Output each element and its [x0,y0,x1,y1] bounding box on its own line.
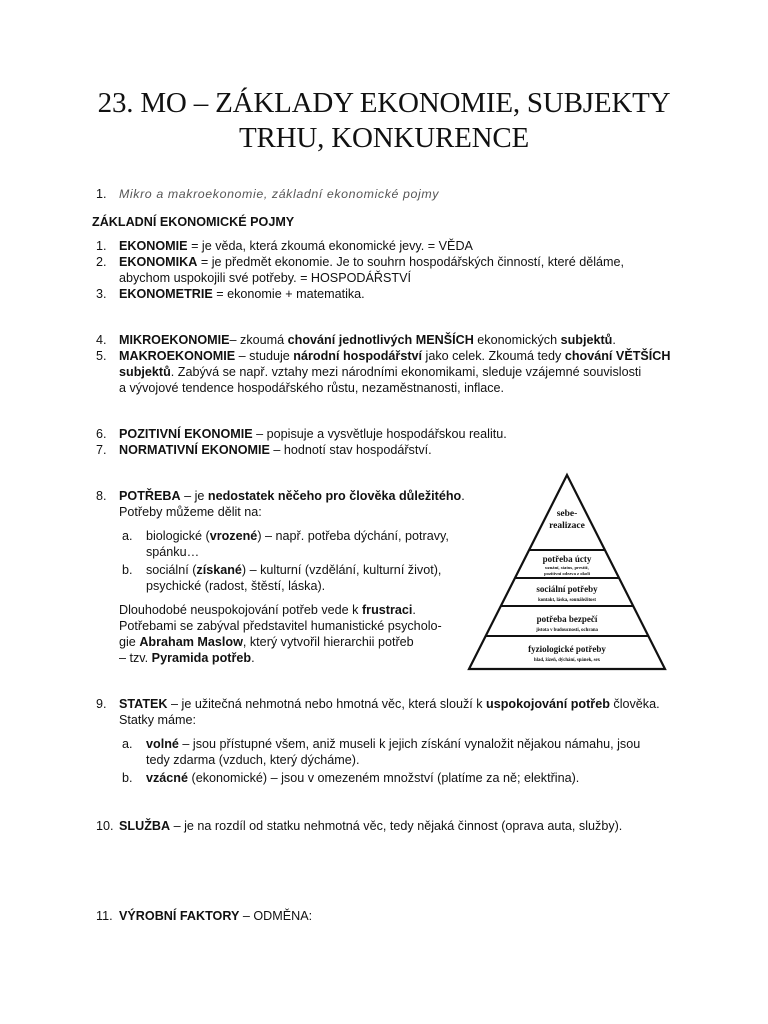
emphasis: uspokojování potřeb [486,697,610,711]
text: . [412,603,416,617]
emphasis: subjektů [560,333,613,347]
pyramid-level-2-label: potřeba úcty [542,554,592,564]
text: Dlouhodobé neuspokojování potřeb vede k [119,603,362,617]
sub-item-letter: b. [122,563,133,577]
text-continued: psychické (radost, štěstí, láska). [146,579,326,593]
term: VÝROBNÍ FAKTORY [119,909,240,923]
pyramid-level-1-label: realizace [549,521,585,531]
definition: = je předmět ekonomie. Je to souhrn hospodářských činností, které děláme, [197,255,625,269]
item-number: 9. [96,697,107,711]
text: sociální ( [146,563,197,577]
paragraph-line [119,634,414,650]
item-number: 8. [96,489,107,503]
pyramid-level-4-sub: jistota v budoucnosti, ochrana [536,628,598,633]
item-number: 11. [96,909,113,923]
sub-item-letter: b. [122,771,133,785]
sub-item-letter: a. [122,737,133,751]
text: ekonomických [473,333,561,347]
list-item-ekonometrie [119,286,365,302]
text: , který vytvořil hierarchii potřeb [242,635,414,649]
pyramid-level-3-label: sociální potřeby [536,584,598,594]
pyramid-level-5-sub: hlad, žízeň, dýchání, spánek, sex [533,658,601,663]
term: POZITIVNÍ EKONOMIE [119,427,253,441]
text: – tzv. [119,651,152,665]
text: (ekonomické) – jsou v omezeném množství (platíme za ně; elektřina). [188,771,580,785]
term: MAKROEKONOMIE [119,349,236,363]
definition-continued: abychom uspokojili své potřeby. = HOSPODÁŘSTVÍ [119,271,411,285]
emphasis: chování jednotlivých MENŠÍCH [287,333,474,347]
term: EKONOMIE [119,239,188,253]
text: – je užitečná nehmotná nebo hmotná věc, která slouží k [167,697,487,711]
text: gie [119,635,140,649]
emphasis: nedostatek něčeho pro člověka důležitého [207,489,462,503]
text: ) – např. potřeba dýchání, potravy, [257,529,449,543]
emphasis: volné [146,737,179,751]
pyramid-level-5-label: fyziologické potřeby [528,644,606,654]
definition: – je na rozdíl od statku nehmotná věc, tedy nějaká činnost (oprava auta, služby). [170,819,623,833]
paragraph-line [119,650,255,666]
text: . [461,489,465,503]
emphasis: národní hospodářství [293,349,423,363]
text: – zkoumá [229,333,288,347]
emphasis: vzácné [146,771,189,785]
pyramid-level-4-label: potřeba bezpečí [536,614,598,624]
item-number: 5. [96,349,107,363]
text-continued: Statky máme: [119,713,196,727]
list-item-ekonomie [119,238,473,254]
item-number: 4. [96,333,107,347]
item-number: 10. [96,819,114,833]
emphasis: získané [196,563,242,577]
section-number: 1. [96,187,107,201]
section-subtitle: Mikro a makroekonomie, základní ekonomické pojmy [119,187,440,201]
list-item-sluzba [119,818,622,834]
definition: = ekonomie + matematika. [212,287,365,301]
text: – je [180,489,208,503]
text: . [612,333,616,347]
title-line-2: TRHU, KONKURENCE [238,122,529,154]
text: ) – kulturní (vzdělání, kulturní život), [241,563,442,577]
list-item-mikroekonomie [119,332,616,348]
term: SLUŽBA [119,819,171,833]
term: EKONOMIKA [119,255,198,269]
emphasis: Pyramida potřeb [151,651,252,665]
term: NORMATIVNÍ EKONOMIE [119,443,270,457]
text: . Zabývá se např. vztahy mezi národními ekonomikami, sleduje vzájemné souvislosti [170,365,642,379]
term: EKONOMETRIE [119,287,213,301]
text-continued [119,364,641,380]
item-number: 7. [96,443,107,457]
emphasis: frustraci [361,603,413,617]
text-continued: spánku… [146,545,200,559]
pyramid-level-2-sub: uznání, status, prestiž, [545,565,589,570]
definition: – popisuje a vysvětluje hospodářskou realitu. [252,427,507,441]
text: – studuje [235,349,294,363]
pyramid-level-2-sub: pozitivní odezva z okolí [544,571,590,576]
emphasis: chování VĚTŠÍCH [564,349,671,363]
paragraph-line: Potřebami se zabýval představitel humanistické psycholo- [119,619,442,633]
list-item-vyrobni-faktory [119,908,312,924]
term: STATEK [119,697,168,711]
sub-item-letter: a. [122,529,133,543]
sub-item-socialni [146,562,441,578]
list-item-pozitivni [119,426,507,442]
list-item-makroekonomie [119,348,671,364]
maslow-pyramid-figure [466,472,668,672]
text-continued: a vývojové tendence hospodářského růstu, nezaměstnanosti, inflace. [119,381,505,395]
emphasis: vrozené [209,529,258,543]
definition: = je věda, která zkoumá ekonomické jevy. = VĚDA [187,239,473,253]
term: POTŘEBA [119,489,181,503]
list-item-potreba [119,488,465,504]
page-title [0,86,768,156]
text-continued: tedy zdarma (vzduch, který dýcháme). [146,753,360,767]
list-item-ekonomika [119,254,624,270]
sub-item-volne [146,736,640,752]
sub-item-vzacne [146,770,579,786]
pyramid-level-1-label: sebe- [556,509,578,519]
text: . [251,651,255,665]
emphasis: subjektů [119,365,171,379]
definition: – hodnotí stav hospodářství. [269,443,432,457]
item-number: 3. [96,287,107,301]
title-line-1: 23. MO – ZÁKLADY EKONOMIE, SUBJEKTY [97,87,671,119]
item-number: 1. [96,239,107,253]
item-number: 2. [96,255,107,269]
text: – jsou přístupné všem, aniž museli k jejich získání vynaložit nějakou námahu, jsou [178,737,641,751]
list-item-normativni [119,442,432,458]
emphasis: Abraham Maslow [139,635,243,649]
text-continued: Potřeby můžeme dělit na: [119,505,262,519]
list-item-statek [119,696,660,712]
text: jako celek. Zkoumá tedy [422,349,565,363]
paragraph-line [119,602,416,618]
item-number: 6. [96,427,107,441]
text: biologické ( [146,529,210,543]
sub-item-biologicke [146,528,449,544]
pyramid-level-3-sub: kontakt, láska, sounáležitost [538,598,596,603]
text: člověka. [609,697,660,711]
section-heading: ZÁKLADNÍ EKONOMICKÉ POJMY [92,215,295,229]
definition: – ODMĚNA: [239,909,313,923]
term: MIKROEKONOMIE [119,333,230,347]
